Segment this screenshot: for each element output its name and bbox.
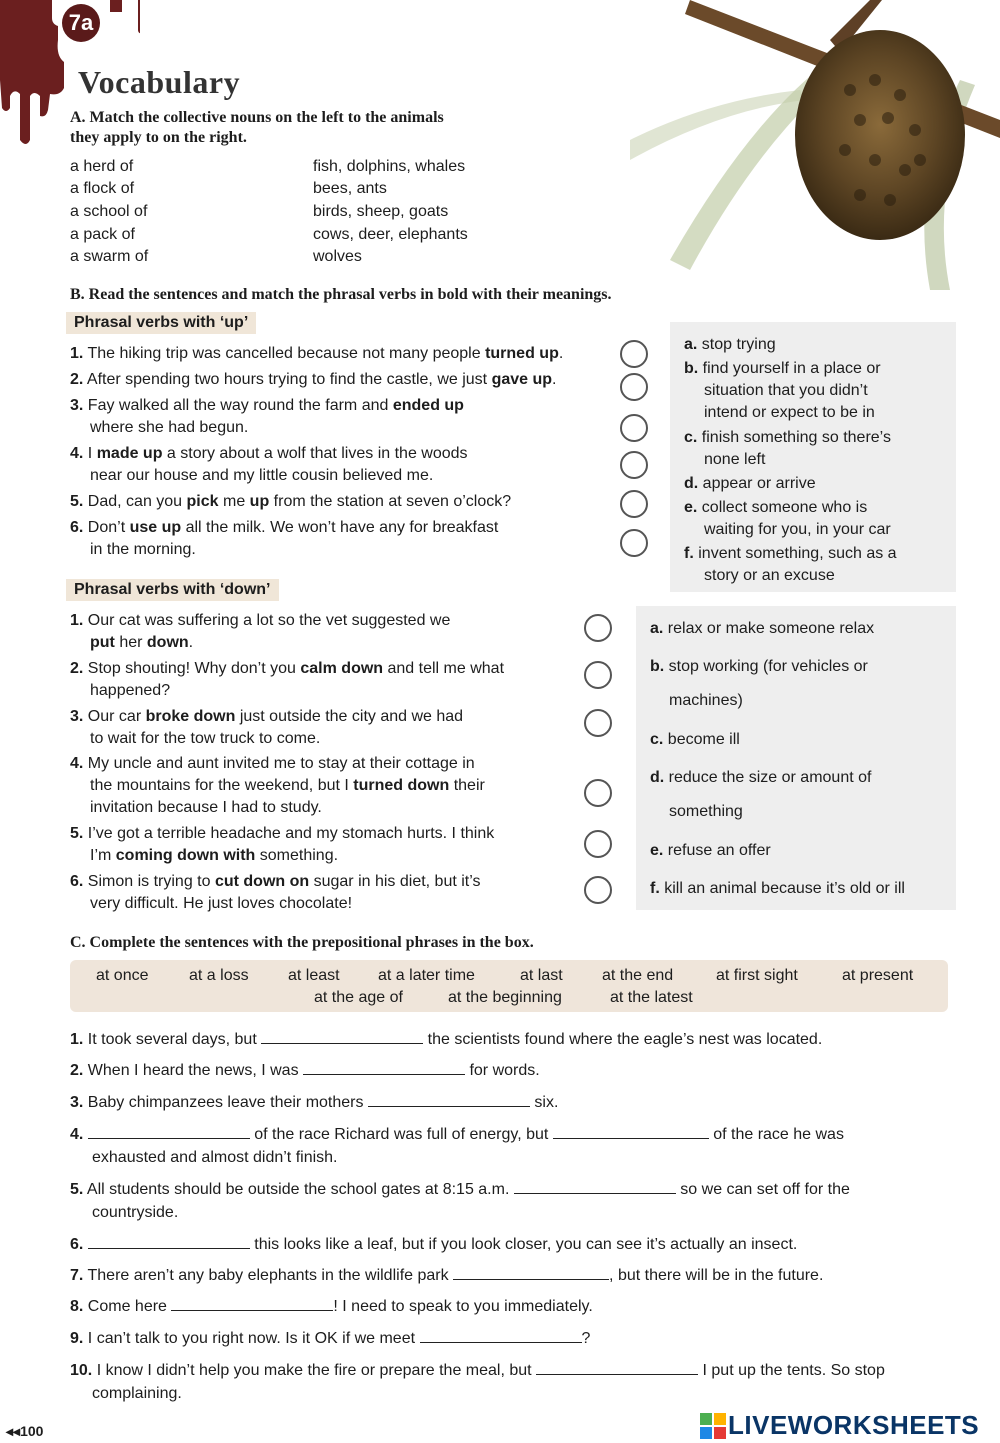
blank-input[interactable] <box>553 1124 709 1139</box>
phrase-chip: at a later time <box>378 967 475 984</box>
up-meaning-c-line2: none left <box>704 451 766 468</box>
blank-input[interactable] <box>420 1328 582 1343</box>
c-sentence-8: 8. Come here ! I need to speak to you immediately. <box>70 1298 593 1315</box>
up-sentence-2: 2. After spending two hours trying to find the castle, we just gave up. <box>70 371 557 388</box>
up-meaning-f-line2: story or an excuse <box>704 567 835 584</box>
section-b-instruction: B. Read the sentences and match the phrasal verbs in bold with their meanings. <box>70 286 612 303</box>
down-heading: Phrasal verbs with ‘down’ <box>66 579 279 601</box>
down-sentence-3-line2: to wait for the tow truck to come. <box>90 730 321 747</box>
up-sentence-6-line2: in the morning. <box>90 541 196 558</box>
up-meaning-a: a. stop trying <box>684 336 776 353</box>
down-sentence-2: 2. Stop shouting! Why don’t you calm down and tell me what <box>70 660 505 677</box>
up-answer-circle-2[interactable] <box>620 373 648 401</box>
liveworksheets-brand: LIVEWORKSHEETS <box>728 1410 980 1440</box>
up-meaning-b-line2: situation that you didn’t <box>704 382 868 399</box>
up-heading: Phrasal verbs with ‘up’ <box>66 312 256 334</box>
down-sentence-1: 1. Our cat was suffering a lot so the vet suggested we <box>70 612 451 629</box>
down-answer-circle-3[interactable] <box>584 709 612 737</box>
section-c-instruction: C. Complete the sentences with the prepositional phrases in the box. <box>70 934 534 951</box>
phrase-chip: at once <box>96 967 149 984</box>
section-a-instruction-line1: A. Match the collective nouns on the left to the animals <box>70 109 444 126</box>
collective-noun: a swarm of <box>70 248 149 265</box>
phrase-chip: at the latest <box>610 989 693 1006</box>
c-sentence-9: 9. I can’t talk to you right now. Is it OK if we meet ? <box>70 1330 591 1347</box>
up-meaning-e: e. collect someone who is <box>684 499 868 516</box>
down-sentence-4-line3: invitation because I had to study. <box>90 799 322 816</box>
up-meaning-e-line2: waiting for you, in your car <box>704 521 891 538</box>
up-meaning-b: b. find yourself in a place or <box>684 360 881 377</box>
down-answer-circle-2[interactable] <box>584 661 612 689</box>
down-sentence-6: 6. Simon is trying to cut down on sugar in his diet, but it’s <box>70 873 481 890</box>
c-sentence-3: 3. Baby chimpanzees leave their mothers six. <box>70 1094 559 1111</box>
phrase-chip: at present <box>842 967 914 984</box>
animal-group: bees, ants <box>313 180 387 197</box>
collective-noun: a pack of <box>70 226 135 243</box>
phrase-chip: at the end <box>602 967 674 984</box>
down-sentence-5: 5. I’ve got a terrible headache and my stomach hurts. I think <box>70 825 495 842</box>
beehive-illustration <box>630 0 1000 290</box>
down-sentence-1-line2: put her down. <box>90 634 194 651</box>
down-meaning-f: f. kill an animal because it’s old or ill <box>650 880 905 897</box>
down-meaning-e: e. refuse an offer <box>650 842 771 859</box>
up-sentence-5: 5. Dad, can you pick me up from the station at seven o’clock? <box>70 493 512 510</box>
down-meaning-c: c. become ill <box>650 731 740 748</box>
phrase-chip: at first sight <box>716 967 798 984</box>
page-title: Vocabulary <box>78 64 241 100</box>
blank-input[interactable] <box>171 1296 333 1311</box>
phrase-chip: at the age of <box>314 989 403 1006</box>
up-answer-circle-4[interactable] <box>620 451 648 479</box>
down-meaning-a: a. relax or make someone relax <box>650 620 875 637</box>
blank-input[interactable] <box>536 1360 698 1375</box>
down-sentence-6-line2: very difficult. He just loves chocolate! <box>90 895 353 912</box>
c-sentence-2: 2. When I heard the news, I was for words. <box>70 1062 540 1079</box>
up-meaning-b-line3: intend or expect to be in <box>704 404 875 421</box>
down-answer-circle-5[interactable] <box>584 830 612 858</box>
blank-input[interactable] <box>368 1092 530 1107</box>
up-answer-circle-1[interactable] <box>620 340 648 368</box>
up-meaning-f: f. invent something, such as a <box>684 545 897 562</box>
collective-noun: a flock of <box>70 180 135 197</box>
c-sentence-1: 1. It took several days, but the scientists found where the eagle’s nest was located. <box>70 1031 823 1048</box>
down-sentence-3: 3. Our car broke down just outside the city and we had <box>70 708 464 725</box>
section-a-instruction-line2: they apply to on the right. <box>70 129 247 146</box>
c-sentence-10: 10. I know I didn’t help you make the fire or prepare the meal, but I put up the tents. So stop <box>70 1362 885 1379</box>
up-sentence-4: 4. I made up a story about a wolf that lives in the woods <box>70 445 468 462</box>
up-answer-circle-5[interactable] <box>620 490 648 518</box>
phrase-chip: at the beginning <box>448 989 562 1006</box>
animal-group: wolves <box>313 248 362 265</box>
animal-group: cows, deer, elephants <box>313 226 468 243</box>
up-meaning-d: d. appear or arrive <box>684 475 816 492</box>
c-sentence-6: 6. this looks like a leaf, but if you look closer, you can see it’s actually an insect. <box>70 1236 798 1253</box>
up-sentence-1: 1. The hiking trip was cancelled because not many people turned up. <box>70 345 564 362</box>
down-sentence-2-line2: happened? <box>90 682 171 699</box>
liveworksheets-logo <box>700 1410 979 1441</box>
liveworksheets-logo-icon <box>700 1413 726 1439</box>
animal-group: birds, sheep, goats <box>313 203 449 220</box>
down-answer-circle-4[interactable] <box>584 779 612 807</box>
up-answer-circle-3[interactable] <box>620 414 648 442</box>
blank-input[interactable] <box>88 1124 250 1139</box>
down-meaning-b-line2: machines) <box>669 692 743 709</box>
c-sentence-4: 4. of the race Richard was full of energy, but of the race he was <box>70 1126 844 1143</box>
phrase-chip: at last <box>520 967 563 984</box>
collective-noun: a herd of <box>70 158 134 175</box>
blank-input[interactable] <box>303 1060 465 1075</box>
collective-noun: a school of <box>70 203 148 220</box>
down-meaning-b: b. stop working (for vehicles or <box>650 658 868 675</box>
down-sentence-4: 4. My uncle and aunt invited me to stay at their cottage in <box>70 755 475 772</box>
blank-input[interactable] <box>453 1265 609 1280</box>
up-answer-circle-6[interactable] <box>620 529 648 557</box>
down-answer-circle-6[interactable] <box>584 876 612 904</box>
up-meaning-c: c. finish something so there’s <box>684 429 891 446</box>
up-sentence-3-line2: where she had begun. <box>90 419 249 436</box>
down-meaning-d-line2: something <box>669 803 743 820</box>
down-sentence-5-line2: I’m coming down with something. <box>90 847 339 864</box>
animal-group: fish, dolphins, whales <box>313 158 466 175</box>
c-sentence-4-line2: exhausted and almost didn’t finish. <box>92 1149 338 1166</box>
page-number: ◂◂100 <box>6 1423 44 1439</box>
blank-input[interactable] <box>514 1179 676 1194</box>
blank-input[interactable] <box>88 1234 250 1249</box>
down-sentence-4-line2: the mountains for the weekend, but I turned down their <box>90 777 485 794</box>
c-sentence-7: 7. There aren’t any baby elephants in the wildlife park , but there will be in the future. <box>70 1267 824 1284</box>
up-sentence-3: 3. Fay walked all the way round the farm and ended up <box>70 397 464 414</box>
up-sentence-6: 6. Don’t use up all the milk. We won’t have any for breakfast <box>70 519 499 536</box>
unit-badge: 7a <box>62 4 100 42</box>
down-meanings-box <box>636 606 956 910</box>
phrase-chip: at least <box>288 967 340 984</box>
c-sentence-5-line2: countryside. <box>92 1204 179 1221</box>
c-sentence-10-line2: complaining. <box>92 1385 182 1402</box>
up-sentence-4-line2: near our house and my little cousin believed me. <box>90 467 434 484</box>
down-meaning-d: d. reduce the size or amount of <box>650 769 872 786</box>
phrase-chip: at a loss <box>189 967 249 984</box>
page-back-icon: ◂◂ <box>6 1423 21 1439</box>
down-answer-circle-1[interactable] <box>584 614 612 642</box>
blank-input[interactable] <box>261 1029 423 1044</box>
c-sentence-5: 5. All students should be outside the school gates at 8:15 a.m. so we can set off for the <box>70 1181 850 1198</box>
